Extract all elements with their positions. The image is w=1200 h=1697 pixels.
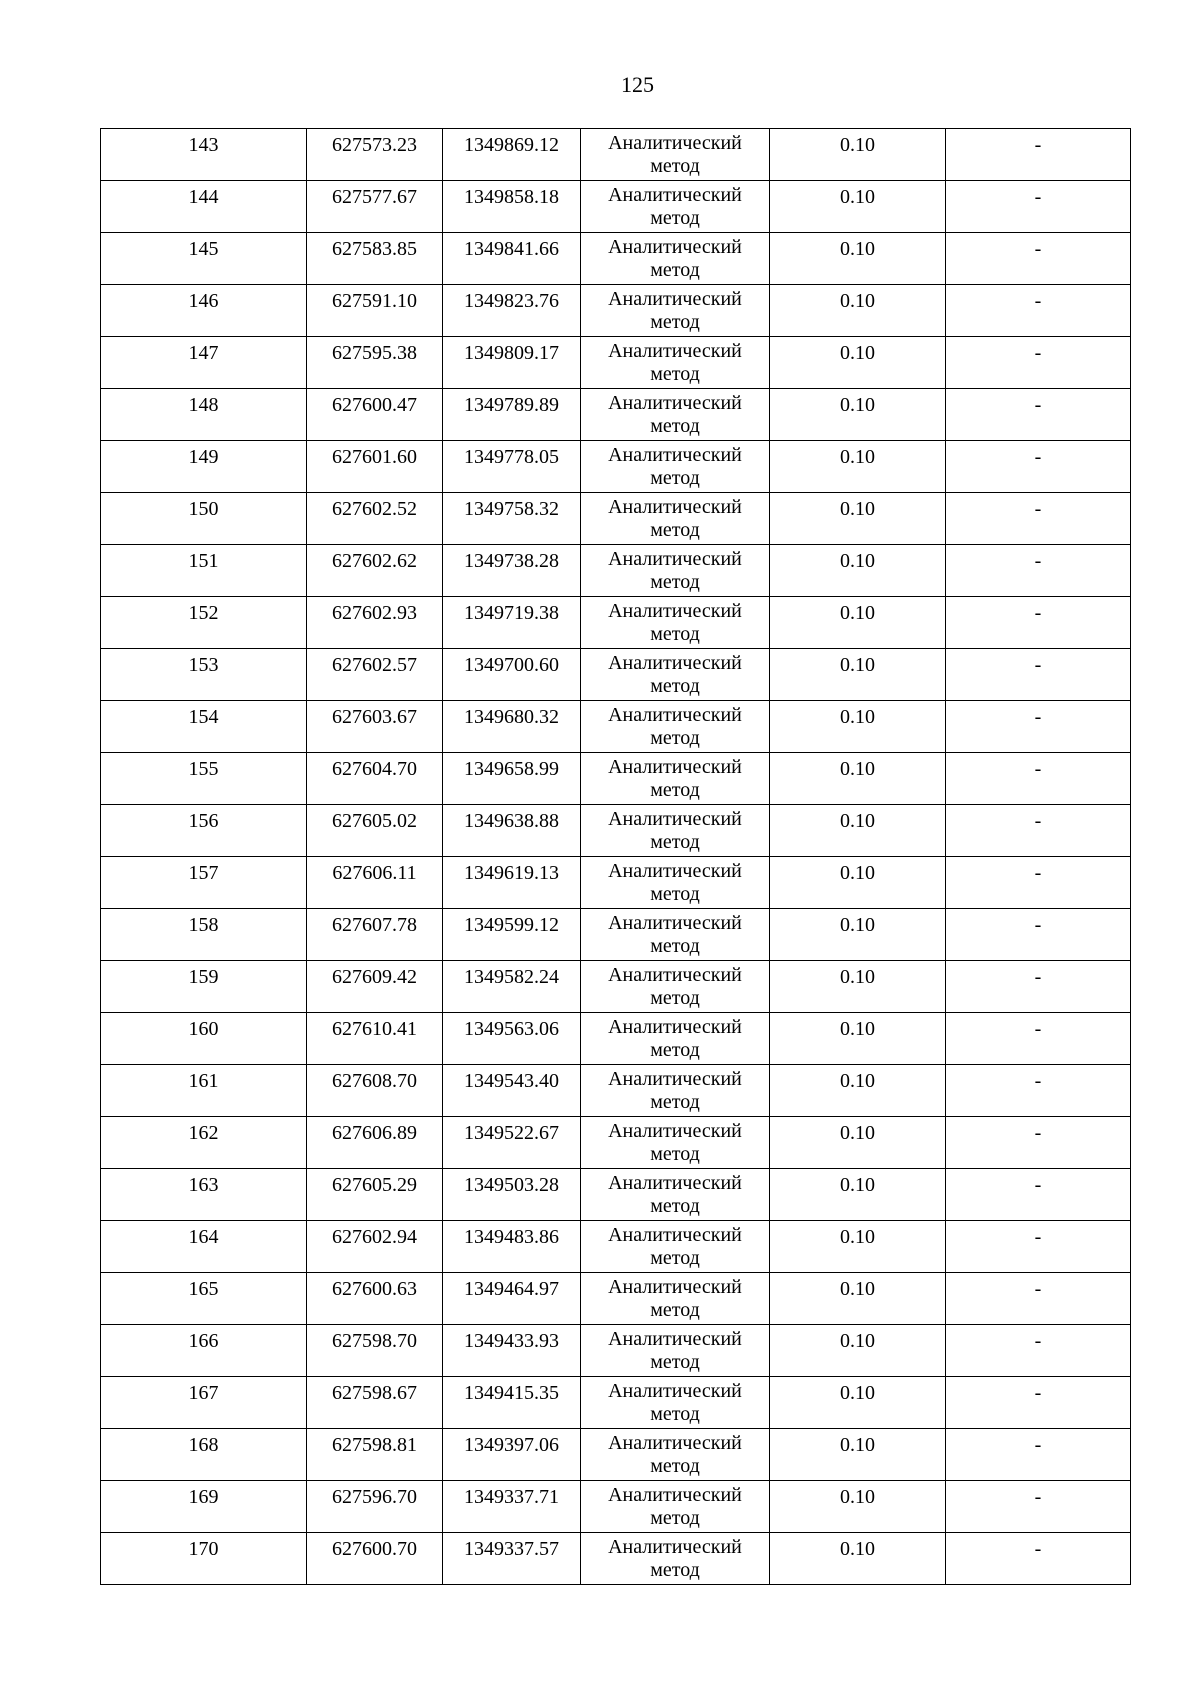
point-number-cell: 144 <box>101 181 307 233</box>
y-coordinate-cell: 1349619.13 <box>443 857 581 909</box>
method-line-1: Аналитический <box>608 236 742 258</box>
point-number-cell: 155 <box>101 753 307 805</box>
accuracy-cell: 0.10 <box>770 753 946 805</box>
point-number-cell: 153 <box>101 649 307 701</box>
method-cell <box>581 337 770 389</box>
method-line-2: метод <box>650 779 700 801</box>
method-line-1: Аналитический <box>608 1380 742 1402</box>
y-coordinate-cell: 1349758.32 <box>443 493 581 545</box>
method-line-1: Аналитический <box>608 860 742 882</box>
y-coordinate-cell: 1349738.28 <box>443 545 581 597</box>
method-line-1: Аналитический <box>608 1484 742 1506</box>
method-cell <box>581 649 770 701</box>
table-row <box>101 1169 1131 1221</box>
method-line-1: Аналитический <box>608 964 742 986</box>
y-coordinate-cell: 1349700.60 <box>443 649 581 701</box>
x-coordinate-cell: 627583.85 <box>307 233 443 285</box>
x-coordinate-cell: 627606.89 <box>307 1117 443 1169</box>
table-row <box>101 233 1131 285</box>
note-cell: - <box>946 597 1131 649</box>
y-coordinate-cell: 1349719.38 <box>443 597 581 649</box>
method-line-2: метод <box>650 935 700 957</box>
accuracy-cell: 0.10 <box>770 597 946 649</box>
method-line-1: Аналитический <box>608 756 742 778</box>
x-coordinate-cell: 627598.67 <box>307 1377 443 1429</box>
method-line-1: Аналитический <box>608 652 742 674</box>
accuracy-cell: 0.10 <box>770 1429 946 1481</box>
note-cell: - <box>946 233 1131 285</box>
table-row <box>101 805 1131 857</box>
x-coordinate-cell: 627609.42 <box>307 961 443 1013</box>
point-number-cell: 151 <box>101 545 307 597</box>
note-cell: - <box>946 1533 1131 1585</box>
point-number-cell: 143 <box>101 129 307 181</box>
accuracy-cell: 0.10 <box>770 857 946 909</box>
accuracy-cell: 0.10 <box>770 389 946 441</box>
method-line-1: Аналитический <box>608 704 742 726</box>
y-coordinate-cell: 1349464.97 <box>443 1273 581 1325</box>
table-row <box>101 1065 1131 1117</box>
accuracy-cell: 0.10 <box>770 649 946 701</box>
note-cell: - <box>946 753 1131 805</box>
method-line-2: метод <box>650 623 700 645</box>
note-cell: - <box>946 389 1131 441</box>
note-cell: - <box>946 1065 1131 1117</box>
x-coordinate-cell: 627608.70 <box>307 1065 443 1117</box>
method-line-2: метод <box>650 363 700 385</box>
note-cell: - <box>946 1481 1131 1533</box>
point-number-cell: 149 <box>101 441 307 493</box>
method-line-1: Аналитический <box>608 132 742 154</box>
note-cell: - <box>946 441 1131 493</box>
y-coordinate-cell: 1349337.71 <box>443 1481 581 1533</box>
note-cell: - <box>946 1429 1131 1481</box>
y-coordinate-cell: 1349503.28 <box>443 1169 581 1221</box>
y-coordinate-cell: 1349522.67 <box>443 1117 581 1169</box>
x-coordinate-cell: 627602.52 <box>307 493 443 545</box>
x-coordinate-cell: 627595.38 <box>307 337 443 389</box>
method-cell <box>581 909 770 961</box>
method-cell <box>581 181 770 233</box>
method-line-2: метод <box>650 1455 700 1477</box>
method-line-2: метод <box>650 727 700 749</box>
table-row <box>101 441 1131 493</box>
method-line-2: метод <box>650 467 700 489</box>
accuracy-cell: 0.10 <box>770 129 946 181</box>
method-line-1: Аналитический <box>608 496 742 518</box>
method-line-1: Аналитический <box>608 1328 742 1350</box>
method-line-2: метод <box>650 1403 700 1425</box>
note-cell: - <box>946 181 1131 233</box>
method-cell <box>581 701 770 753</box>
x-coordinate-cell: 627598.70 <box>307 1325 443 1377</box>
method-line-2: метод <box>650 1247 700 1269</box>
method-cell <box>581 389 770 441</box>
note-cell: - <box>946 701 1131 753</box>
method-line-2: метод <box>650 1299 700 1321</box>
y-coordinate-cell: 1349582.24 <box>443 961 581 1013</box>
method-line-2: метод <box>650 987 700 1009</box>
accuracy-cell: 0.10 <box>770 1325 946 1377</box>
y-coordinate-cell: 1349789.89 <box>443 389 581 441</box>
x-coordinate-cell: 627598.81 <box>307 1429 443 1481</box>
method-line-2: метод <box>650 207 700 229</box>
point-number-cell: 150 <box>101 493 307 545</box>
x-coordinate-cell: 627605.29 <box>307 1169 443 1221</box>
table-row <box>101 649 1131 701</box>
point-number-cell: 169 <box>101 1481 307 1533</box>
y-coordinate-cell: 1349778.05 <box>443 441 581 493</box>
x-coordinate-cell: 627610.41 <box>307 1013 443 1065</box>
method-cell <box>581 857 770 909</box>
note-cell: - <box>946 909 1131 961</box>
page-number: 125 <box>621 72 654 97</box>
note-cell: - <box>946 1377 1131 1429</box>
table-row <box>101 285 1131 337</box>
accuracy-cell: 0.10 <box>770 805 946 857</box>
accuracy-cell: 0.10 <box>770 1273 946 1325</box>
note-cell: - <box>946 493 1131 545</box>
accuracy-cell: 0.10 <box>770 1377 946 1429</box>
note-cell: - <box>946 1325 1131 1377</box>
point-number-cell: 160 <box>101 1013 307 1065</box>
note-cell: - <box>946 857 1131 909</box>
method-line-1: Аналитический <box>608 184 742 206</box>
method-cell <box>581 441 770 493</box>
y-coordinate-cell: 1349599.12 <box>443 909 581 961</box>
accuracy-cell: 0.10 <box>770 701 946 753</box>
method-cell <box>581 493 770 545</box>
note-cell: - <box>946 1273 1131 1325</box>
note-cell: - <box>946 1221 1131 1273</box>
y-coordinate-cell: 1349809.17 <box>443 337 581 389</box>
y-coordinate-cell: 1349483.86 <box>443 1221 581 1273</box>
method-line-1: Аналитический <box>608 1068 742 1090</box>
point-number-cell: 158 <box>101 909 307 961</box>
note-cell: - <box>946 961 1131 1013</box>
method-cell <box>581 961 770 1013</box>
table-row <box>101 753 1131 805</box>
method-line-2: метод <box>650 1559 700 1581</box>
note-cell: - <box>946 1169 1131 1221</box>
table-row <box>101 961 1131 1013</box>
method-line-2: метод <box>650 415 700 437</box>
point-number-cell: 146 <box>101 285 307 337</box>
method-line-2: метод <box>650 675 700 697</box>
method-line-2: метод <box>650 311 700 333</box>
method-line-2: метод <box>650 1351 700 1373</box>
table-row <box>101 1325 1131 1377</box>
point-number-cell: 156 <box>101 805 307 857</box>
method-cell <box>581 1377 770 1429</box>
accuracy-cell: 0.10 <box>770 285 946 337</box>
method-line-1: Аналитический <box>608 808 742 830</box>
table-row <box>101 857 1131 909</box>
method-line-1: Аналитический <box>608 1120 742 1142</box>
y-coordinate-cell: 1349658.99 <box>443 753 581 805</box>
table-row <box>101 701 1131 753</box>
point-number-cell: 159 <box>101 961 307 1013</box>
table-row <box>101 1377 1131 1429</box>
y-coordinate-cell: 1349397.06 <box>443 1429 581 1481</box>
coordinates-table-body <box>101 129 1131 1585</box>
method-line-1: Аналитический <box>608 392 742 414</box>
accuracy-cell: 0.10 <box>770 493 946 545</box>
table-row <box>101 1533 1131 1585</box>
point-number-cell: 167 <box>101 1377 307 1429</box>
y-coordinate-cell: 1349563.06 <box>443 1013 581 1065</box>
method-line-2: метод <box>650 831 700 853</box>
accuracy-cell: 0.10 <box>770 909 946 961</box>
method-line-2: метод <box>650 571 700 593</box>
note-cell: - <box>946 285 1131 337</box>
method-line-2: метод <box>650 1195 700 1217</box>
table-row <box>101 493 1131 545</box>
x-coordinate-cell: 627596.70 <box>307 1481 443 1533</box>
point-number-cell: 165 <box>101 1273 307 1325</box>
table-row <box>101 1481 1131 1533</box>
method-line-2: метод <box>650 1143 700 1165</box>
table-row <box>101 1013 1131 1065</box>
point-number-cell: 154 <box>101 701 307 753</box>
accuracy-cell: 0.10 <box>770 1013 946 1065</box>
method-line-1: Аналитический <box>608 444 742 466</box>
method-line-1: Аналитический <box>608 1016 742 1038</box>
note-cell: - <box>946 129 1131 181</box>
method-line-1: Аналитический <box>608 1224 742 1246</box>
method-line-2: метод <box>650 883 700 905</box>
note-cell: - <box>946 1117 1131 1169</box>
note-cell: - <box>946 1013 1131 1065</box>
point-number-cell: 152 <box>101 597 307 649</box>
y-coordinate-cell: 1349337.57 <box>443 1533 581 1585</box>
method-line-2: метод <box>650 1091 700 1113</box>
accuracy-cell: 0.10 <box>770 1533 946 1585</box>
method-cell <box>581 129 770 181</box>
coordinates-table <box>100 128 1131 1585</box>
method-line-1: Аналитический <box>608 912 742 934</box>
point-number-cell: 161 <box>101 1065 307 1117</box>
y-coordinate-cell: 1349823.76 <box>443 285 581 337</box>
note-cell: - <box>946 649 1131 701</box>
accuracy-cell: 0.10 <box>770 441 946 493</box>
method-cell <box>581 1065 770 1117</box>
method-cell <box>581 233 770 285</box>
table-row <box>101 1221 1131 1273</box>
method-line-1: Аналитический <box>608 1432 742 1454</box>
x-coordinate-cell: 627602.94 <box>307 1221 443 1273</box>
x-coordinate-cell: 627600.70 <box>307 1533 443 1585</box>
point-number-cell: 162 <box>101 1117 307 1169</box>
table-row <box>101 181 1131 233</box>
x-coordinate-cell: 627577.67 <box>307 181 443 233</box>
table-row <box>101 337 1131 389</box>
note-cell: - <box>946 337 1131 389</box>
method-cell <box>581 1013 770 1065</box>
method-cell <box>581 753 770 805</box>
x-coordinate-cell: 627601.60 <box>307 441 443 493</box>
x-coordinate-cell: 627600.63 <box>307 1273 443 1325</box>
method-cell <box>581 1117 770 1169</box>
x-coordinate-cell: 627605.02 <box>307 805 443 857</box>
method-line-2: метод <box>650 519 700 541</box>
x-coordinate-cell: 627602.62 <box>307 545 443 597</box>
method-cell <box>581 1533 770 1585</box>
method-cell <box>581 1273 770 1325</box>
note-cell: - <box>946 805 1131 857</box>
accuracy-cell: 0.10 <box>770 1169 946 1221</box>
y-coordinate-cell: 1349638.88 <box>443 805 581 857</box>
y-coordinate-cell: 1349858.18 <box>443 181 581 233</box>
y-coordinate-cell: 1349543.40 <box>443 1065 581 1117</box>
y-coordinate-cell: 1349869.12 <box>443 129 581 181</box>
x-coordinate-cell: 627573.23 <box>307 129 443 181</box>
table-row <box>101 1429 1131 1481</box>
y-coordinate-cell: 1349841.66 <box>443 233 581 285</box>
method-line-1: Аналитический <box>608 1276 742 1298</box>
table-row <box>101 909 1131 961</box>
table-row <box>101 545 1131 597</box>
point-number-cell: 148 <box>101 389 307 441</box>
point-number-cell: 166 <box>101 1325 307 1377</box>
table-row <box>101 129 1131 181</box>
method-line-2: метод <box>650 155 700 177</box>
y-coordinate-cell: 1349680.32 <box>443 701 581 753</box>
method-line-1: Аналитический <box>608 548 742 570</box>
point-number-cell: 164 <box>101 1221 307 1273</box>
table-row <box>101 597 1131 649</box>
x-coordinate-cell: 627591.10 <box>307 285 443 337</box>
point-number-cell: 145 <box>101 233 307 285</box>
method-cell <box>581 1169 770 1221</box>
method-cell <box>581 1325 770 1377</box>
method-line-1: Аналитический <box>608 1536 742 1558</box>
y-coordinate-cell: 1349433.93 <box>443 1325 581 1377</box>
x-coordinate-cell: 627602.57 <box>307 649 443 701</box>
method-line-1: Аналитический <box>608 288 742 310</box>
table-row <box>101 389 1131 441</box>
method-line-1: Аналитический <box>608 1172 742 1194</box>
y-coordinate-cell: 1349415.35 <box>443 1377 581 1429</box>
x-coordinate-cell: 627607.78 <box>307 909 443 961</box>
point-number-cell: 147 <box>101 337 307 389</box>
method-line-1: Аналитический <box>608 340 742 362</box>
method-cell <box>581 545 770 597</box>
x-coordinate-cell: 627606.11 <box>307 857 443 909</box>
method-cell <box>581 1221 770 1273</box>
method-cell <box>581 1481 770 1533</box>
method-cell <box>581 285 770 337</box>
point-number-cell: 157 <box>101 857 307 909</box>
accuracy-cell: 0.10 <box>770 1481 946 1533</box>
table-row <box>101 1117 1131 1169</box>
accuracy-cell: 0.10 <box>770 337 946 389</box>
table-row <box>101 1273 1131 1325</box>
method-cell <box>581 597 770 649</box>
x-coordinate-cell: 627603.67 <box>307 701 443 753</box>
x-coordinate-cell: 627602.93 <box>307 597 443 649</box>
accuracy-cell: 0.10 <box>770 1065 946 1117</box>
accuracy-cell: 0.10 <box>770 233 946 285</box>
accuracy-cell: 0.10 <box>770 181 946 233</box>
point-number-cell: 163 <box>101 1169 307 1221</box>
method-cell <box>581 805 770 857</box>
x-coordinate-cell: 627604.70 <box>307 753 443 805</box>
point-number-cell: 170 <box>101 1533 307 1585</box>
method-line-2: метод <box>650 259 700 281</box>
method-line-2: метод <box>650 1039 700 1061</box>
note-cell: - <box>946 545 1131 597</box>
accuracy-cell: 0.10 <box>770 1117 946 1169</box>
method-line-1: Аналитический <box>608 600 742 622</box>
point-number-cell: 168 <box>101 1429 307 1481</box>
accuracy-cell: 0.10 <box>770 1221 946 1273</box>
method-cell <box>581 1429 770 1481</box>
accuracy-cell: 0.10 <box>770 961 946 1013</box>
accuracy-cell: 0.10 <box>770 545 946 597</box>
x-coordinate-cell: 627600.47 <box>307 389 443 441</box>
method-line-2: метод <box>650 1507 700 1529</box>
